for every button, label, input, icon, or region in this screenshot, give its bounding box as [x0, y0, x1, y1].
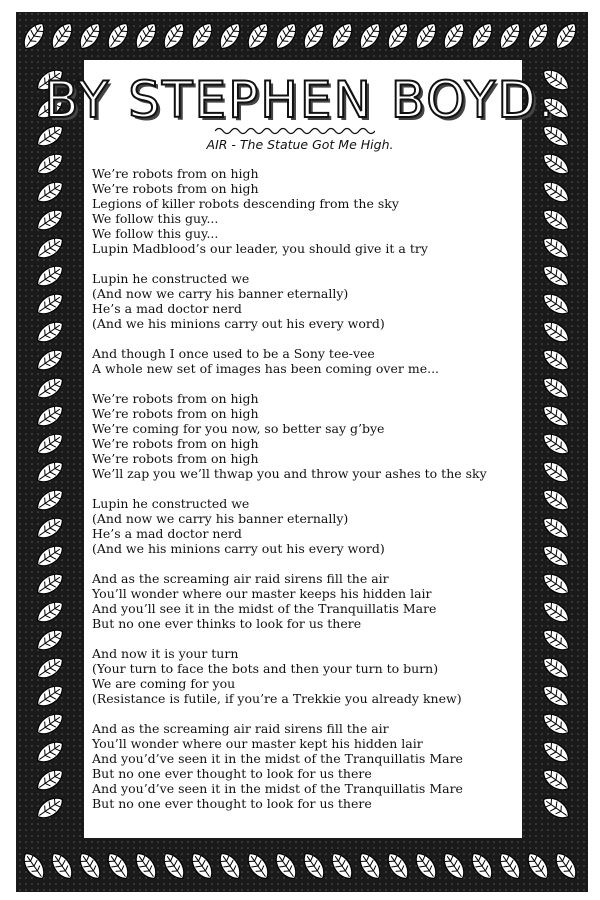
verse — [92, 496, 522, 556]
page-title: BY STEPHEN BOYD. — [44, 71, 556, 129]
lyric-line: He’s a mad doctor nerd — [92, 301, 242, 316]
squiggle-rule-icon — [215, 126, 375, 136]
lyric-line: We follow this guy... — [92, 226, 219, 241]
lyric-line: Lupin Madblood’s our leader, you should give it a try — [92, 241, 428, 256]
lyric-line: A whole new set of images has been coming over me... — [92, 361, 440, 376]
verse — [92, 571, 522, 631]
lyric-line: We’re robots from on high — [92, 166, 259, 181]
lyric-line: We’re robots from on high — [92, 181, 259, 196]
lyric-line: Lupin he constructed we — [92, 271, 250, 286]
verse — [92, 391, 522, 481]
lyric-line: (Your turn to face the bots and then your turn to burn) — [92, 661, 439, 676]
lyric-line: And now it is your turn — [92, 646, 239, 661]
lyric-line: And you’d’ve seen it in the midst of the Tranquillatis Mare — [92, 781, 463, 796]
lyric-line: We’re coming for you now, so better say g’bye — [92, 421, 385, 436]
verse — [92, 646, 522, 706]
verse — [92, 166, 522, 256]
lyric-line: (And we his minions carry out his every word) — [92, 541, 385, 556]
lyric-line: And as the screaming air raid sirens fill the air — [92, 721, 389, 736]
lyric-line: Legions of killer robots descending from the sky — [92, 196, 399, 211]
lyric-line: He’s a mad doctor nerd — [92, 526, 242, 541]
lyric-line: You’ll wonder where our master kept his hidden lair — [92, 736, 423, 751]
lyric-line: (And now we carry his banner eternally) — [92, 511, 349, 526]
lyric-line: And as the screaming air raid sirens fill the air — [92, 571, 389, 586]
lyric-line: We’re robots from on high — [92, 436, 259, 451]
verse — [92, 271, 522, 331]
lyric-line: Lupin he constructed we — [92, 496, 250, 511]
lyrics-body — [92, 166, 522, 826]
verse — [92, 721, 522, 811]
lyric-line: And you’d’ve seen it in the midst of the Tranquillatis Mare — [92, 751, 463, 766]
lyric-line: We are coming for you — [92, 676, 236, 691]
lyric-line: We’re robots from on high — [92, 406, 259, 421]
lyric-line: We follow this guy... — [92, 211, 219, 226]
lyric-line: But no one ever thought to look for us there — [92, 766, 372, 781]
lyric-line: (And we his minions carry out his every word) — [92, 316, 385, 331]
lyric-line: But no one ever thought to look for us there — [92, 796, 372, 811]
lyric-line: And though I once used to be a Sony tee-vee — [92, 346, 375, 361]
verse — [92, 346, 522, 376]
lyric-line: We’re robots from on high — [92, 451, 259, 466]
lyric-line: (Resistance is futile, if you’re a Trekkie you already knew) — [92, 691, 462, 706]
lyric-line: You’ll wonder where our master keeps his hidden lair — [92, 586, 432, 601]
lyric-line: But no one ever thinks to look for us there — [92, 616, 362, 631]
lyric-line: We’ll zap you we’ll thwap you and throw your ashes to the sky — [92, 466, 487, 481]
air-subtitle: AIR - The Statue Got Me High. — [206, 137, 394, 152]
lyric-line: We’re robots from on high — [92, 391, 259, 406]
lyric-line: (And now we carry his banner eternally) — [92, 286, 349, 301]
lyric-line: And you’ll see it in the midst of the Tranquillatis Mare — [92, 601, 437, 616]
